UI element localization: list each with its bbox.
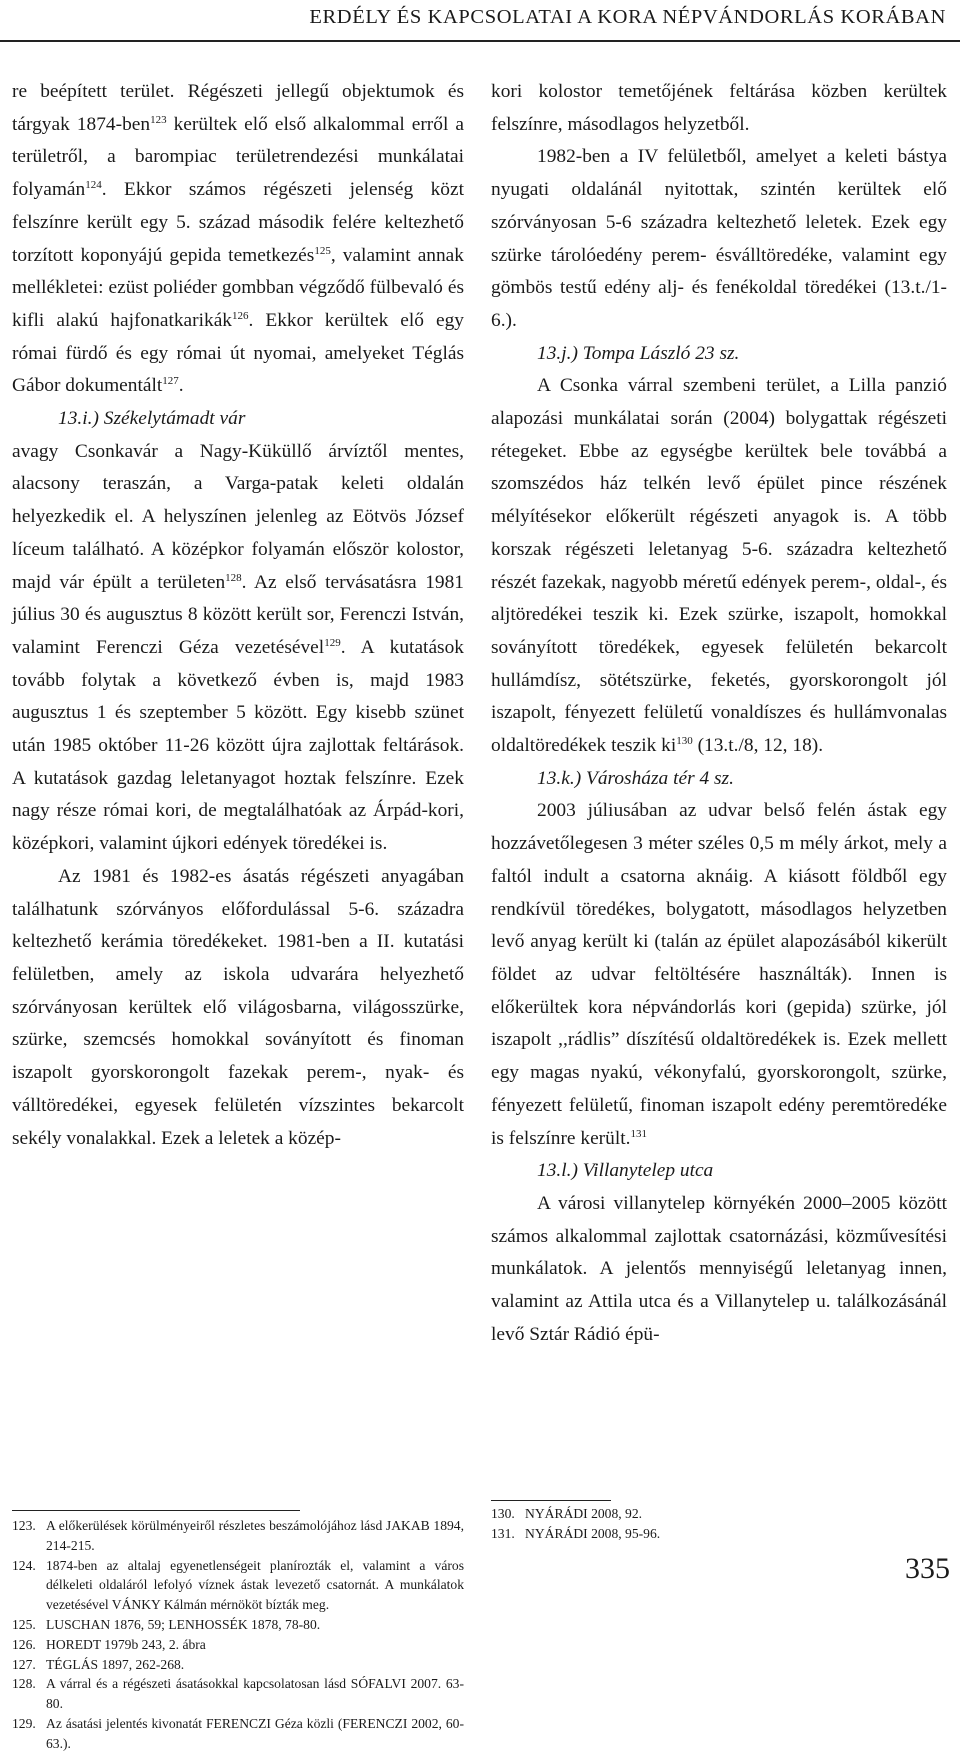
paragraph-text: 13.l.) Villanytelep utca (537, 1160, 714, 1182)
footnotes-left (12, 1516, 464, 1754)
paragraph-text: 2003 júliusában az udvar belső felén ástak egy hozzávetőlegesen 3 méter széles 0,5 m mély árkot, mely a faltól indult a csatorna aknáig. A kiásott földből egy rendkívül töredékes, bolygatott, másodlagos helyzetben levő anyag került ki (talán az épület alapozásából kikerült földet az udvar feltöltésére használták). Innen is előkerültek kora népvándorlás kori (gepida) szürke, jól iszapolt ,,rádlis” díszítésű oldaltöredékek is. Ezek mellett egy magas nyakú, vékonyfalú, gyorskorongolt, szürke, fényezett felületű, finoman iszapolt edény peremtöredéke is felszínre került. (491, 800, 947, 1149)
footnote-number: 127. (12, 1656, 36, 1672)
paragraph-text: 1982-ben a IV felületből, amelyet a keleti bástya nyugati oldalánál nyitottak, szintén kerültek elő szórványosan 5-6 századra keltezhető leletek. Ezek egy szürke tárolóedény perem- ésválltöredéke, valamint egy gömbös testű edény alj- és fenékoldal töredékei (13.t./1-6.). (491, 146, 947, 331)
running-header: ERDÉLY ÉS KAPCSOLATAI A KORA NÉPVÁNDORLÁS KORÁBAN (309, 6, 946, 28)
footnote (12, 1635, 464, 1655)
section-heading (12, 403, 464, 436)
footnote-text: TÉGLÁS 1897, 262-268. (46, 1656, 185, 1672)
paragraph-text: 13.i.) Székelytámadt vár (58, 408, 246, 430)
paragraph (491, 795, 947, 1155)
footnotes-right (491, 1504, 791, 1544)
footnote (12, 1516, 464, 1556)
paragraph (12, 76, 464, 403)
footnote-number: 129. (12, 1715, 36, 1731)
paragraph-text: kerültek elő első alkalommal erről a területről, a barompiac területrendezési munkálatai folyamán (12, 113, 464, 201)
footnote-text: LUSCHAN 1876, 59; LENHOSSÉK 1878, 78-80. (46, 1616, 321, 1632)
footnote-text: NYÁRÁDI 2008, 95-96. (525, 1525, 661, 1541)
footnote-reference: 128 (225, 571, 242, 584)
paragraph-text: Az 1981 és 1982-es ásatás régészeti anyagában találhatunk szórványos előfordulással 5-6. századra keltezhető kerámia töredékeket. 1981-ben a II. kutatási felületben, amely az iskola udvarára helyezhető szórványosan kerültek elő világosbarna, világosszürke, szürke, szemcsés homokkal soványított és finoman iszapolt gyorskorongolt fazekak perem-, nyak- és válltöredékei, egyesek felületén vízszintes bekarcolt sekély vonalakkal. Ezek a leletek a közép- (12, 865, 464, 1149)
footnote (12, 1556, 464, 1615)
footnote-number: 124. (12, 1557, 36, 1573)
paragraph-text: A városi villanytelep környékén 2000–2005 között számos alkalommal zajlottak csatornázási, közművesítési munkálatok. A jelentős mennyiségű leletanyag innen, valamint az Attila utca és a Villanytelep u. találkozásánál levő Sztár Rádió épü- (491, 1192, 947, 1345)
section-heading (491, 338, 947, 371)
paragraph (12, 436, 464, 861)
footnote-reference: 127 (162, 375, 179, 388)
footnote (12, 1615, 464, 1635)
paragraph (491, 76, 947, 141)
footnote (12, 1714, 464, 1754)
footnote-text: A várral és a régészeti ásatásokkal kapcsolatosan lásd SÓFALVI 2007. 63-80. (46, 1676, 464, 1712)
right-text-column (491, 76, 947, 1351)
paragraph (491, 1188, 947, 1352)
footnote-text: Az ásatási jelentés kivonatát FERENCZI Géza közli (FERENCZI 2002, 60-63.). (46, 1715, 464, 1751)
header-rule (0, 40, 960, 42)
footnote-text: HOREDT 1979b 243, 2. ábra (46, 1636, 206, 1652)
paragraph-text: (13.t./8, 12, 18). (692, 735, 824, 757)
footnote-reference: 130 (676, 735, 693, 748)
footnote (12, 1674, 464, 1714)
footnote-reference: 129 (324, 636, 341, 649)
footnote-rule-right (491, 1500, 611, 1501)
footnote (491, 1524, 791, 1544)
footnote-reference: 125 (314, 244, 331, 257)
section-heading (491, 763, 947, 796)
paragraph-text: . (178, 375, 184, 397)
footnote-text: A előkerülések körülményeiről részletes beszámolójához lásd JAKAB 1894, 214-215. (46, 1518, 464, 1553)
paragraph-text: A Csonka várral szembeni terület, a Lilla panzió alapozási munkálatai során (2004) bolygattak régészeti rétegeket. Ebbe az egységbe kerültek bele továbbá a szomszédos ház telkén levő épület pince részének mélyítésekor előkerült régészeti anyagok is. A több korszak régészeti leletanyag 5-6. századra keltezhető részét fazekak, nagyobb méretű edények perem-, oldal-, és aljtöredékei teszik ki. Ezek szürke, iszapolt, homokkal soványított töredékek, egyesek felületén bekarcolt hullámdísz, sötétszürke, feketés, gyorskorongolt jól iszapolt, fényezett felületű vonaldíszes és hullámvonalas oldaltöredékek teszik ki (491, 375, 947, 757)
footnote-number: 130. (491, 1506, 515, 1521)
footnote-reference: 123 (150, 113, 167, 126)
footnote-text: NYÁRÁDI 2008, 92. (525, 1506, 643, 1521)
footnote-reference: 124 (85, 179, 102, 192)
paragraph-text: 13.j.) Tompa László 23 sz. (537, 342, 740, 364)
paragraph-text: 13.k.) Városháza tér 4 sz. (537, 767, 734, 789)
paragraph-text: , valamint annak mellékletei: ezüst poliéder gombban végződő fülbevaló és kifli alakú hajfonatkarikák (12, 244, 464, 331)
footnote-rule-left (12, 1510, 300, 1511)
paragraph (491, 370, 947, 762)
footnote-reference: 126 (232, 309, 249, 322)
left-text-column (12, 76, 464, 1155)
paragraph-text: avagy Csonkavár a Nagy-Küküllő árvíztől mentes, alacsony teraszán, a Varga-patak keleti oldalán helyezkedik el. A helyszínen jelenleg az Eötvös József líceum található. A középkor folyamán először kolostor, majd vár épült a területen (12, 440, 464, 593)
paragraph-text: . A kutatások tovább folytak a következő évben is, majd 1983 augusztus 1 és szeptember 5 között. Egy kisebb szünet után 1985 október 11-26 között újra zajlottak feltárások. A kutatások gazdag leletanyagot hoztak felszínre. Ezek nagy része római kori, de megtalálhatóak az Árpád-kori, középkori, valamint újkori edények töredékei is. (12, 636, 464, 855)
footnote-number: 128. (12, 1676, 36, 1692)
paragraph-text: kori kolostor temetőjének feltárása közben kerültek felszínre, másodlagos helyzetből. (491, 81, 947, 135)
paragraph-text: . Ekkor számos régészeti jelenség közt felszínre került egy 5. század második felére keltezhető torzított koponyájú gepida temetkezés (12, 179, 464, 266)
footnote-text: 1874-ben az altalaj egyenetlenségeit planírozták el, valamint a város délkeleti oldaláról lefolyó víznek ástak levezető csatornát. A munkálatok vezetésével VÁNKY Kálmán mérnököt bízták meg. (46, 1557, 464, 1613)
footnote-number: 123. (12, 1518, 36, 1533)
paragraph-text: re beépített terület. Régészeti jellegű objektumok és tárgyak 1874-ben (12, 81, 464, 135)
paragraph (12, 861, 464, 1155)
footnote (491, 1504, 791, 1524)
section-heading (491, 1155, 947, 1188)
paragraph-text: . Az első tervásatásra 1981 július 30 és augusztus 8 között került sor, Ferenczi István, valamint Ferenczi Géza vezetésével (12, 571, 464, 658)
paragraph (491, 141, 947, 337)
paragraph-text: . Ekkor kerültek elő egy római fürdő és egy római út nyomai, amelyeket Téglás Gábor dokumentált (12, 309, 464, 397)
footnote-reference: 131 (630, 1127, 647, 1140)
footnote (12, 1655, 464, 1675)
footnote-number: 125. (12, 1616, 36, 1632)
page-number: 335 (905, 1552, 950, 1585)
footnote-number: 131. (491, 1525, 515, 1541)
footnote-number: 126. (12, 1636, 36, 1652)
